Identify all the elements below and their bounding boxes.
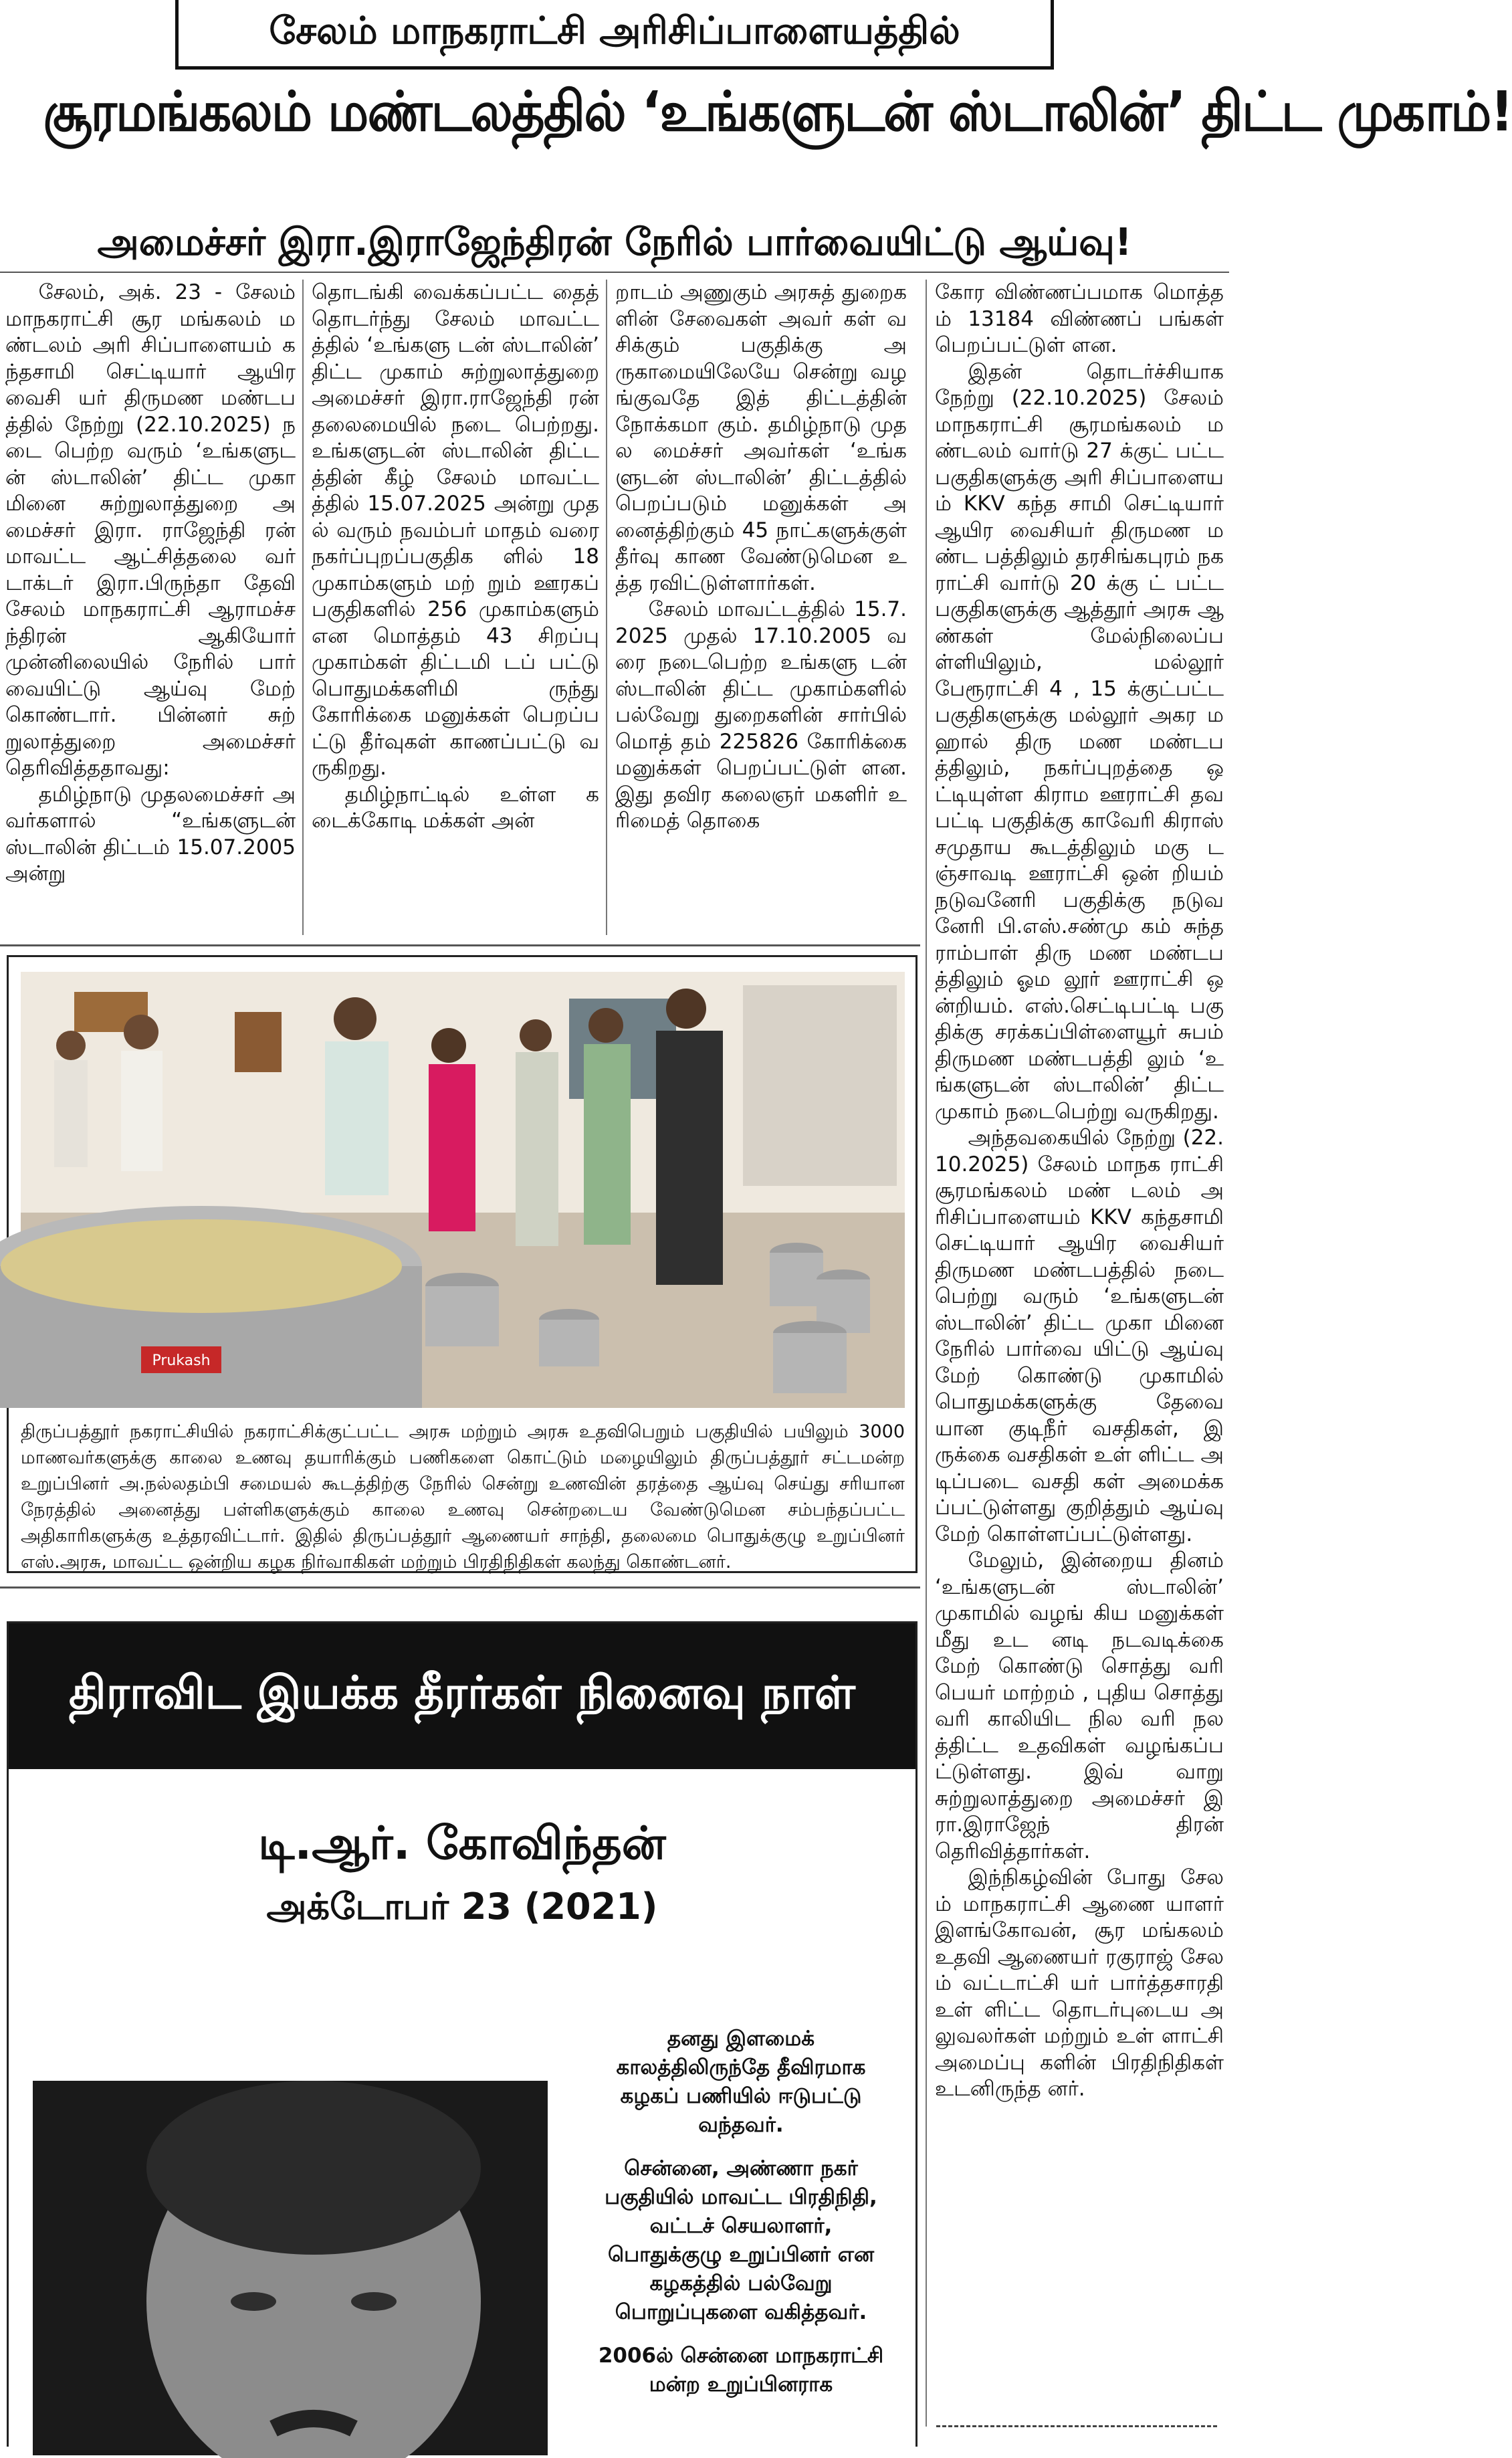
pot-brand-label: Prukash [152,1352,211,1369]
tribute-paragraph: தனது இளமைக் காலத்திலிருந்தே தீவிரமாக கழகப் பணியில் ஈடுபட்டு வந்தவர். [616,2027,866,2137]
paragraph: இதன் தொடர்ச்சியாக நேற்று (22.10.2025) சேலம் மாநகராட்சி சூரமங்கலம் மண்டலம் வார்டு 27 க்குட் பட்ட பகுதிகளுக்கு அரி சிப்பாளையம் KKV கந்த சாமி செட்டியார் ஆயிர வைசியர் திருமண மண்ட பத்திலும் தரசிங்கபுரம் நக ராட்சி வார்டு 20 க்கு ட் பட்ட பகுதிகளுக்கு ஆத்தூர் அரசு ஆண்கள் மேல்நிலைப்பள்ளியிலும், மல்லூர் பேரூராட்சி 4 , 15 க்குட்பட்ட பகுதிகளுக்கு மல்லூர் அகர மஹால் திரு மண மண்டபத்திலும், நகர்ப்புறத்தை ஒட்டியுள்ள கிராம ஊராட்சி தவபட்டி பகுதிக்கு காவேரி கிராஸ் சமுதாய கூடத்திலும் மகு டஞ்சாவடி ஊராட்சி ஒன் றியம் நடுவனேரி பகுதிக்கு நடுவனேரி பி.எஸ்.சண்மு கம் சுந்தராம்பாள் திரு மண மண்டபத்திலும் ஓம லூர் ஊராட்சி ஒன்றியம். எஸ்.செட்டிபட்டி பகு திக்கு சரக்கப்பிள்ளையூர் சுபம் திருமண மண்டபத்தி லும் ‘உங்களுடன் ஸ்டாலின்’ திட்ட முகாம் நடைபெற்று வருகிறது. [935,359,1224,1124]
paragraph: கோர விண்ணப்பமாக மொத்தம் 13184 விண்ணப் பங்கள் பெறப்பட்டுள் ளன. [935,280,1224,357]
kicker [175,0,1054,70]
article-column-3 [615,280,907,935]
section-divider [0,944,920,946]
kicker-text: சேலம் மாநகராட்சி அரிசிப்பாளையத்தில் [269,9,960,53]
photo-box [7,955,917,1573]
column-rule [606,280,607,935]
top-divider [0,272,1229,273]
paragraph: மேலும், இன்றைய தினம் ‘உங்களுடன் ஸ்டாலின்’ முகாமில் வழங் கிய மனுக்கள் மீது உட னடி நடவடிக்கை மேற் கொண்டு சொத்து வரி பெயர் மாற்றம் , புதிய சொத்து வரி காலியிட நில வரி நலத்திட்ட உதவிகள் வழங்கப்பட்டுள்ளது. இவ் வாறு சுற்றுலாத்துறை அமைச்சர் இரா.இராஜேந் திரன் தெரிவித்தார்கள். [935,1548,1224,1863]
paragraph: சேலம் மாவட்டத்தில் 15.7.2025 முதல் 17.10.2005 வரை நடைபெற்ற உங்களு டன் ஸ்டாலின் திட்ட முகாம்களில் பல்வேறு துறைகளின் சார்பில் மொத் தம் 225826 கோரிக்கை மனுக்கள் பெறப்பட்டுள் ளன. இது தவிர கலைஞர் மகளிர் உரிமைத் தொகை [615,597,907,833]
section-divider [0,1586,920,1589]
paragraph: சேலம், அக். 23 - சேலம் மாநகராட்சி சூர மங்கலம் மண்டலம் அரி சிப்பாளையம் கந்தசாமி செட்டியார் ஆயிர வைசி யர் திருமண மண்டபத்தில் நேற்று (22.10.2025) நடை பெற்ற வரும் ‘உங்களுடன் ஸ்டாலின்’ திட்ட முகா மினை சுற்றுலாத்துறை அமைச்சர் இரா. ராஜேந்தி ரன் மாவட்ட ஆட்சித்தலை வர் டாக்டர் இரா.பிருந்தா தேவி சேலம் மாநகராட்சி ஆராமச்சந்திரன் ஆகியோர் முன்னிலையில் நேரில் பார் வையிட்டு ஆய்வு மேற் கொண்டார். பின்னர் சுற் றுலாத்துறை அமைச்சர் தெரிவித்ததாவது: [5,280,296,780]
tribute-paragraph: சென்னை, அண்ணா நகர் பகுதியில் மாவட்ட பிரதிநிதி, வட்டச் செயலாளர், பொதுக்குழு உறுப்பினர் என கழகத்தில் பல்வேறு பொறுப்புகளை வகித்தவர். [605,2156,877,2324]
tribute-header: திராவிட இயக்க தீரர்கள் நினைவு நாள் [9,1623,915,1769]
tribute-box [7,1621,917,2447]
column-rule [302,280,304,935]
paragraph: தொடங்கி வைக்கப்பட்ட தைத் தொடர்ந்து சேலம் மாவட்டத்தில் ‘உங்களு டன் ஸ்டாலின்’ திட்ட முகாம் சுற்றுலாத்துறை அமைச்சர் இரா.ராஜேந்தி ரன் தலைமையில் நடை பெற்றது. உங்களுடன் ஸ்டாலின் திட்டத்தின் கீழ் சேலம் மாவட்டத்தில் 15.07.2025 அன்று முதல் வரும் நவம்பர் மாதம் வரை நகர்ப்புறப்பகுதிக ளில் 18 முகாம்களும் மற் றும் ஊரகப் பகுதிகளில் 256 முகாம்களும் என மொத்தம் 43 சிறப்பு முகாம்கள் திட்டமி டப் பட்டு பொதுமக்களிமி ருந்து கோரிக்கை மனுக்கள் பெறப்பட்டு தீர்வுகள் காணப்பட்டு வருகிறது. [312,280,599,780]
article-column-4 [935,280,1224,2413]
article-column-2 [312,280,599,935]
paragraph: இந்நிகழ்வின் போது சேலம் மாநகராட்சி ஆணை யாளர் இளங்கோவன், சூர மங்கலம் உதவி ஆணையர் ரகுராஜ் சேலம் வட்டாட்சி யர் பார்த்தசாரதி உள் ளிட்ட தொடர்புடைய அலுவலர்கள் மற்றும் உள் ளாட்சி அமைப்பு களின் பிரதிநிதிகள் உடனிருந்த னர். [935,1865,1224,2101]
paragraph: தமிழ்நாடு முதலமைச்சர் அவர்களால் “உங்களுடன் ஸ்டாலின் திட்டம் 15.07.2005 அன்று [5,782,296,886]
portrait-illustration [33,2081,548,2455]
tribute-text [590,2025,891,2399]
kitchen-scene-illustration [21,972,905,1408]
paragraph: தமிழ்நாட்டில் உள்ள கடைக்கோடி மக்கள் அன் [312,782,599,833]
tribute-date: அக்டோபர் 23 (2021) [266,1885,658,1928]
tribute-name: டி.ஆர். கோவிந்தன் [258,1817,666,1870]
article-column-1 [5,280,296,935]
headline: சூரமங்கலம் மண்டலத்தில் ‘உங்களுடன் ஸ்டாலின்’ திட்ட முகாம்! [43,80,1512,144]
end-rule [936,2425,1217,2427]
photo-caption: திருப்பத்தூர் நகராட்சியில் நகராட்சிக்குட்பட்ட அரசு மற்றும் அரசு உதவிபெறும் பகுதியில் பயிலும் 3000 மாணவர்களுக்கு காலை உணவு தயாரிக்கும் பணிகளை கொட்டும் மழையிலும் திருப்பத்தூர் சட்டமன்ற உறுப்பினர் அ.நல்லதம்பி சமையல் கூடத்திற்கு நேரில் சென்று உணவின் தரத்தை ஆய்வு செய்து சரியான நேரத்தில் அனைத்து பள்ளிகளுக்கும் காலை உணவு சென்றடைய வேண்டுமென சம்பந்தப்பட்ட அதிகாரிகளுக்கு உத்தரவிட்டார். இதில் திருப்பத்தூர் ஆணையர் சாந்தி, தலைமை பொதுக்குழு உறுப்பினர் எஸ்.அரசு, மாவட்ட ஒன்றிய கழக நிர்வாகிகள் மற்றும் பிரதிநிதிகள் கலந்து கொண்டனர். [21,1421,905,1572]
subheadline: அமைச்சர் இரா.இராஜேந்திரன் நேரில் பார்வையிட்டு ஆய்வு! [97,221,1132,264]
kitchen-photo [21,972,905,1408]
tribute-paragraph: 2006ல் சென்னை மாநகராட்சி மன்ற உறுப்பினராக [598,2344,884,2396]
paragraph: றாடம் அணுகும் அரசுத் துறைகளின் சேவைகள் அவர் கள் வசிக்கும் பகுதிக்கு அருகாமையிலேயே சென்று வழங்குவதே இத் திட்டத்தின் நோக்கமா கும். தமிழ்நாடு முதல மைச்சர் அவர்கள் ‘உங்களுடன் ஸ்டாலின்’ திட்டத்தில் பெறப்படும் மனுக்கள் அனைத்திற்கும் 45 நாட்களுக்குள் தீர்வு காண வேண்டுமென உத்த ரவிட்டுள்ளார்கள். [615,280,907,595]
paragraph: அந்தவகையில் நேற்று (22.10.2025) சேலம் மாநக ராட்சி சூரமங்கலம் மண் டலம் அரிசிப்பாளையம் KKV கந்தசாமி செட்டியார் ஆயிர வைசியர் திருமண மண்டபத்தில் நடை பெற்று வரும் ‘உங்களுடன் ஸ்டாலின்’ திட்ட முகா மினை நேரில் பார்வை யிட்டு ஆய்வு மேற் கொண்டு முகாமில் பொதுமக்களுக்கு தேவை யான குடிநீர் வசதிகள், இருக்கை வசதிகள் உள் ளிட்ட அடிப்படை வசதி கள் அமைக்கப்பட்டுள்ளது குறித்தும் ஆய்வு மேற் கொள்ளப்பட்டுள்ளது. [935,1126,1224,1546]
column-rule [926,280,927,2427]
portrait-photo [33,2081,548,2455]
